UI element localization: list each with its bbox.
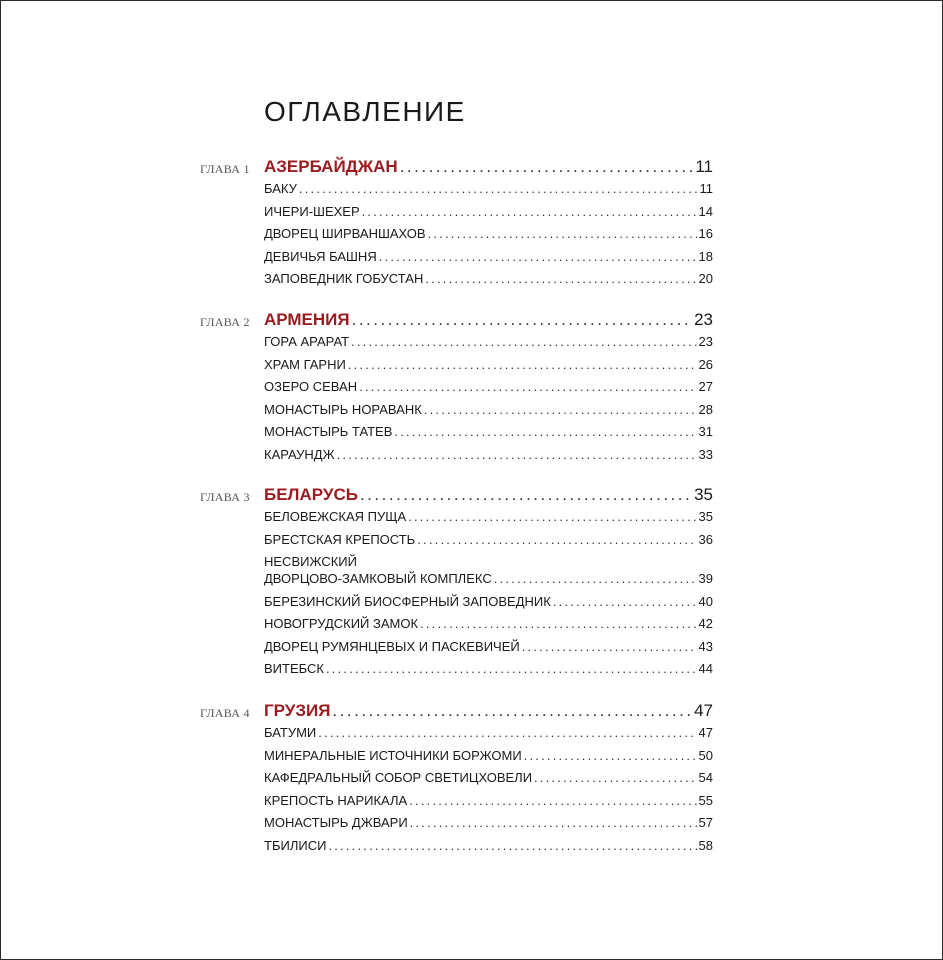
chapter-page-number: 47: [694, 701, 713, 720]
toc-entry[interactable]: [264, 593, 713, 610]
entry-page-number: 23: [698, 334, 713, 349]
toc-entry[interactable]: [264, 814, 713, 831]
entry-title: ЗАПОВЕДНИК ГОБУСТАН: [264, 271, 424, 286]
entry-page-number: 50: [698, 747, 713, 763]
dot-leader: [410, 814, 697, 831]
chapter-page-number: 35: [694, 485, 713, 504]
chapter-heading[interactable]: [264, 310, 713, 330]
dot-leader: [362, 203, 697, 220]
entry-page-number: 58: [698, 837, 713, 853]
chapter-name: АРМЕНИЯ: [264, 310, 350, 329]
dot-leader: [360, 485, 692, 505]
chapter-name: АЗЕРБАЙДЖАН: [264, 157, 398, 176]
entry-title: ГОРА АРАРАТ: [264, 334, 350, 349]
dot-leader: [417, 531, 696, 548]
dot-leader: [326, 660, 697, 677]
entry-page-number: 31: [698, 424, 713, 439]
entry-title: БАТУМИ: [264, 725, 317, 740]
toc-entry[interactable]: [264, 401, 713, 418]
toc-entry[interactable]: [264, 724, 713, 741]
entry-title: БРЕСТСКАЯ КРЕПОСТЬ: [264, 531, 416, 547]
toc-entry[interactable]: [264, 248, 713, 265]
toc-entry[interactable]: [264, 203, 713, 220]
dot-leader: [359, 378, 696, 395]
dot-leader: [494, 570, 697, 587]
dot-leader: [379, 248, 697, 265]
toc-entry[interactable]: [264, 225, 713, 242]
entry-title-line-2: ДВОРЦОВО-ЗАМКОВЫЙ КОМПЛЕКС: [264, 571, 492, 586]
entry-title: БАКУ: [264, 181, 297, 196]
toc-entry[interactable]: [264, 769, 713, 786]
dot-leader: [424, 401, 697, 418]
entry-title: КРЕПОСТЬ НАРИКАЛА: [264, 792, 408, 808]
entry-page-number: 42: [698, 616, 713, 631]
dot-leader: [337, 446, 697, 463]
entry-list: [264, 180, 713, 293]
entry-page-number: 11: [699, 181, 713, 196]
toc-entry[interactable]: [264, 660, 713, 677]
chapter-label: ГЛАВА 1: [200, 162, 250, 176]
dot-leader: [524, 747, 697, 764]
chapter-page-number: 23: [694, 310, 713, 329]
toc-entry[interactable]: [264, 615, 713, 632]
toc-entry[interactable]: [264, 423, 713, 440]
entry-page-number: 47: [698, 725, 713, 740]
entry-page-number: 40: [698, 593, 713, 609]
entry-title: ОЗЕРО СЕВАН: [264, 379, 358, 394]
entry-page-number: 44: [698, 661, 713, 676]
entry-page-number: 36: [698, 531, 713, 547]
entry-title: ИЧЕРИ-ШЕХЕР: [264, 203, 360, 219]
entry-page-number: 26: [698, 356, 713, 372]
dot-leader: [534, 769, 696, 786]
entry-title-line-1: НЕСВИЖСКИЙ: [264, 554, 357, 569]
entry-title: МОНАСТЫРЬ НОРАВАНК: [264, 401, 422, 417]
entry-page-number: 18: [698, 248, 713, 264]
dot-leader: [318, 724, 696, 741]
toc-entry[interactable]: [264, 356, 713, 373]
toc-entry[interactable]: [264, 446, 713, 463]
chapter-heading[interactable]: [264, 701, 713, 721]
entry-title: ДВОРЕЦ РУМЯНЦЕВЫХ И ПАСКЕВИЧЕЙ: [264, 638, 520, 654]
dot-leader: [420, 615, 696, 632]
toc-entry[interactable]: [264, 837, 713, 854]
entry-list: [264, 724, 713, 859]
dot-leader: [352, 310, 692, 330]
entry-list: [264, 333, 713, 468]
entry-page-number: 20: [698, 271, 713, 286]
page-title: ОГЛАВЛЕНИЕ: [264, 96, 466, 127]
entry-title: КАРАУНДЖ: [264, 446, 335, 462]
entry-title: ТБИЛИСИ: [264, 837, 327, 853]
toc-entry[interactable]: [264, 638, 713, 655]
entry-page-number: 16: [698, 226, 713, 241]
toc-entry[interactable]: [264, 180, 713, 197]
entry-title-row: [264, 570, 713, 587]
dot-leader: [348, 356, 697, 373]
toc-entry[interactable]: [264, 792, 713, 809]
entry-page-number: 35: [698, 509, 713, 524]
entry-title: ВИТЕБСК: [264, 661, 324, 676]
dot-leader: [428, 225, 697, 242]
dot-leader: [522, 638, 697, 655]
entry-page-number: 55: [698, 792, 713, 808]
entry-title: МОНАСТЫРЬ ДЖВАРИ: [264, 815, 408, 830]
entry-title: КАФЕДРАЛЬНЫЙ СОБОР СВЕТИЦХОВЕЛИ: [264, 770, 533, 785]
entry-title: НОВОГРУДСКИЙ ЗАМОК: [264, 616, 419, 631]
toc-entry[interactable]: [264, 747, 713, 764]
dot-leader: [553, 593, 697, 610]
entry-title: ДВОРЕЦ ШИРВАНШАХОВ: [264, 226, 426, 241]
chapter-label: ГЛАВА 4: [200, 706, 250, 720]
chapter-label: ГЛАВА 2: [200, 315, 250, 329]
toc-entry[interactable]: [264, 508, 713, 525]
entry-page-number: 14: [698, 203, 713, 219]
dot-leader: [328, 837, 696, 854]
dot-leader: [299, 180, 698, 197]
dot-leader: [394, 423, 696, 440]
chapter-name: ГРУЗИЯ: [264, 701, 331, 720]
entry-page-number: 28: [698, 401, 713, 417]
entry-list: [264, 508, 713, 683]
dot-leader: [409, 792, 696, 809]
entry-title: ДЕВИЧЬЯ БАШНЯ: [264, 248, 377, 264]
entry-page-number: 39: [698, 571, 713, 586]
dot-leader: [400, 157, 694, 177]
entry-page-number: 33: [698, 446, 713, 462]
entry-page-number: 27: [698, 379, 713, 394]
dot-leader: [351, 333, 696, 350]
dot-leader: [408, 508, 696, 525]
dot-leader: [425, 270, 696, 287]
toc-entry[interactable]: [264, 553, 713, 587]
entry-title: МИНЕРАЛЬНЫЕ ИСТОЧНИКИ БОРЖОМИ: [264, 747, 522, 763]
chapter-label: ГЛАВА 3: [200, 490, 250, 504]
entry-page-number: 54: [698, 770, 713, 785]
toc-entry[interactable]: [264, 531, 713, 548]
dot-leader: [332, 701, 692, 721]
toc-entry[interactable]: [264, 270, 713, 287]
entry-title: БЕЛОВЕЖСКАЯ ПУЩА: [264, 509, 407, 524]
toc-entry[interactable]: [264, 333, 713, 350]
chapter-name: БЕЛАРУСЬ: [264, 485, 358, 504]
entry-title: МОНАСТЫРЬ ТАТЕВ: [264, 424, 393, 439]
entry-title: ХРАМ ГАРНИ: [264, 356, 346, 372]
entry-page-number: 57: [698, 815, 713, 830]
chapter-page-number: 11: [695, 157, 713, 176]
chapter-heading[interactable]: [264, 485, 713, 505]
toc-entry[interactable]: [264, 378, 713, 395]
entry-page-number: 43: [698, 638, 713, 654]
entry-title: БЕРЕЗИНСКИЙ БИОСФЕРНЫЙ ЗАПОВЕДНИК: [264, 593, 551, 609]
chapter-heading[interactable]: [264, 157, 713, 177]
